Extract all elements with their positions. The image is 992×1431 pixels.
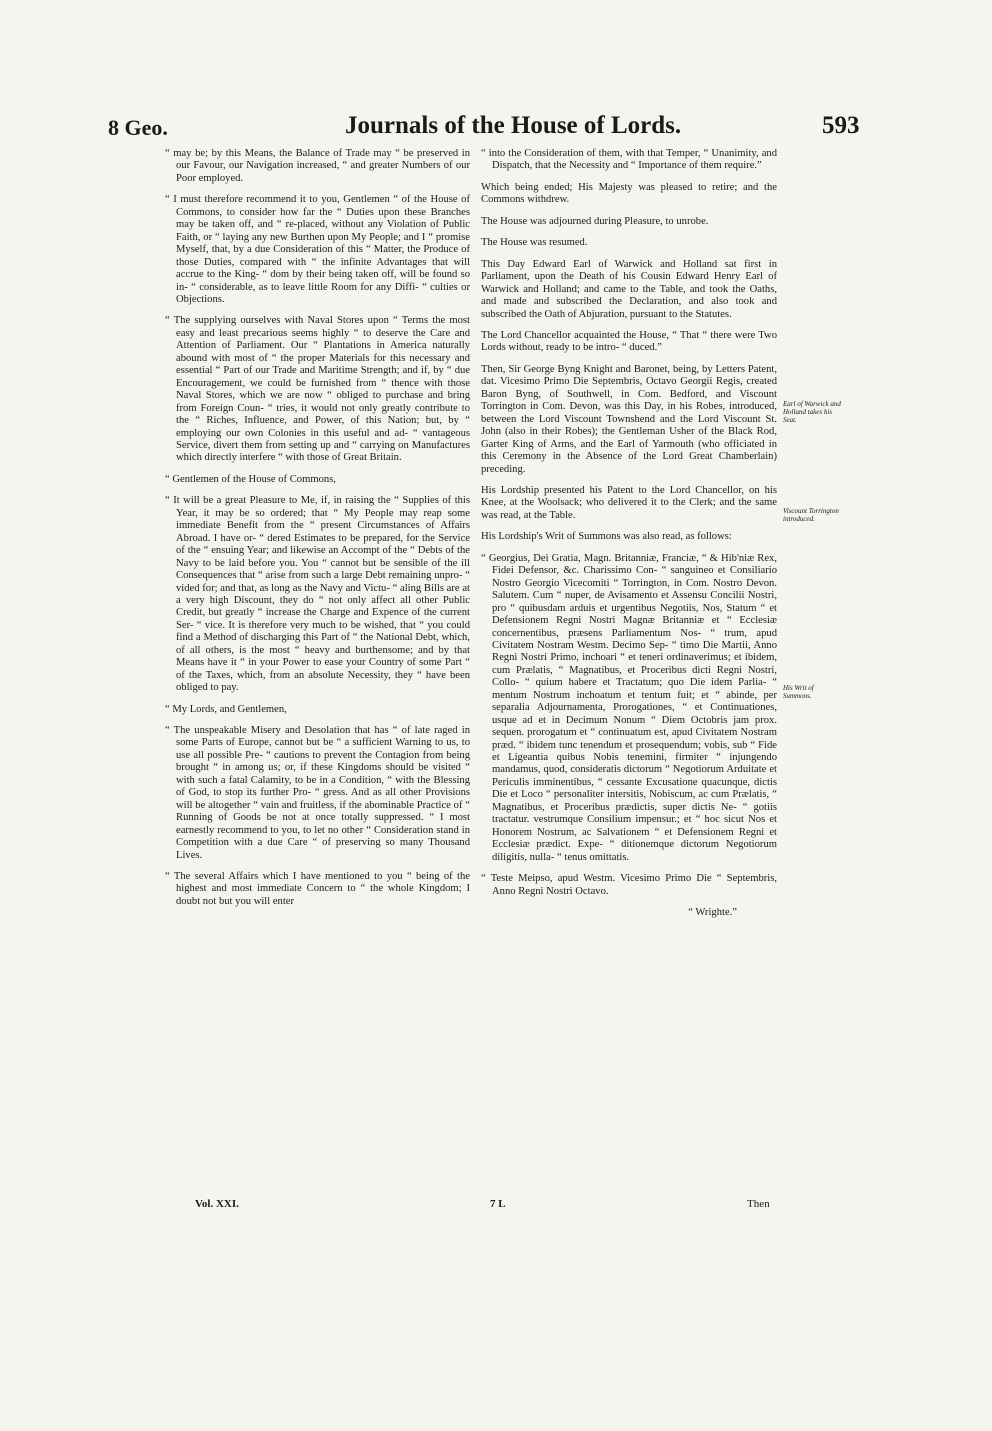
paragraph: The House was adjourned during Pleasure, to unrobe.	[481, 215, 709, 227]
paragraph: “ The several Affairs which I have mentioned to you “ being of the highest and most immediate Concern to “ the whole Kingdom; I doubt not but you will enter	[165, 871, 470, 907]
page-number: 593	[822, 112, 860, 139]
signature-mark: 7 L	[490, 1198, 506, 1210]
paragraph: “ may be; by this Means, the Balance of Trade may “ be preserved in our Favour, our Navigation increased, “ and greater Numbers of our Poor employed.	[165, 148, 470, 184]
paragraph: Then, Sir George Byng Knight and Baronet, being, by Letters Patent, dat. Vicesimo Primo Die Septembris, Octavo Georgii Regis, created Baron Byng, of Southwell, in Com. Bedford, and Viscount Torrington in Com. Devon, was this Day, in his Robes, introduced, between the Lord Viscount Townshend and the Lord Viscount St. John (also in their Robes); the Gentleman Usher of the Black Rod, Garter King of Arms, and the Earl of Yarmouth (who officiated in this Ceremony in the Absence of the Lord Great Chamberlain) preceding.	[481, 363, 777, 475]
paragraph: Which being ended; His Majesty was pleased to retire; and the Commons withdrew.	[481, 181, 777, 206]
margin-note: Viscount Torrington introduced.	[783, 507, 839, 523]
paragraph: “ into the Consideration of them, with that Temper, “ Unanimity, and Dispatch, that the Necessity and “ Importance of them require.”	[481, 148, 777, 172]
paragraph: This Day Edward Earl of Warwick and Holland sat first in Parliament, upon the Death of his Cousin Edward Henry Earl of Warwick and Holland; and came to the Table, and took the Oaths, and made and subscribed the Declaration, and also took and subscribed the Oath of Abjuration, pursuant to the Statutes.	[481, 258, 777, 320]
paragraph: “ The unspeakable Misery and Desolation that has “ of late raged in some Parts of Europe, cannot but be “ a sufficient Warning to us, to use all possible Pre- “ cautions to prevent the Contagion from being brought “ in among us; or, if these Kingdoms should be visited “ with such a fatal Calamity, to be in a Condition, “ with the Blessing of God, to stop its further Pro- “ gress. And as all other Provisions will be altogether “ vain and fruitless, if the abominable Practice of “ Running of Goods be not at once totally suppressed. “ I most earnestly recommend to you, to let no other “ Consideration stand in Competition with a due Care “ of preserving so many Thousand Lives.	[165, 725, 470, 861]
margin-note: His Writ of Summons.	[783, 684, 814, 700]
running-head-reign: 8 Geo.	[108, 115, 168, 140]
writ-signature: “ Wrighte.”	[688, 907, 737, 919]
running-head-title: Journals of the House of Lords.	[345, 112, 682, 139]
section-heading: “ Gentlemen of the House of Commons,	[165, 473, 336, 485]
catchword: Then	[747, 1198, 770, 1210]
paragraph: “ I must therefore recommend it to you, Gentlemen “ of the House of Commons, to consider how far the “ Duties upon these Branches may be taken off, and “ re-placed, without any Violation of Public Faith, or “ laying any new Burthen upon My People; and I “ promise Myself, that, by a due Consideration of this “ Matter, the Produce of those Duties, compared with “ the infinite Advantages that will accrue to the King- “ dom by their being taken off, will be found so in- “ considerable, as to leave little Room for any Diffi- “ culties or Objections.	[165, 194, 470, 305]
paragraph: The Lord Chancellor acquainted the House, “ That “ there were Two Lords without, ready to be intro- “ duced.”	[481, 329, 777, 354]
volume-number: Vol. XXI.	[195, 1198, 239, 1210]
writ-attestation: “ Teste Meipso, apud Westm. Vicesimo Primo Die “ Septembris, Anno Regni Nostri Octavo.	[481, 873, 777, 897]
paragraph: The House was resumed.	[481, 237, 588, 249]
paragraph: “ It will be a great Pleasure to Me, if, in raising the “ Supplies of this Year, it may be so ordered; that “ My People may reap some immediate Benefit from the “ present Circumstances of Affairs Abroad. I have or- “ dered Estimates to be prepared, for the Service of the “ ensuing Year; and likewise an Accompt of the “ Debts of the Navy to be laid before you. You “ cannot but be sensible of the ill Consequences that “ arise from such a large Debt remaining unpro- “ vided for; and that, as long as the Navy and Victu- “ aling Bills are at a very high Discount, they do “ not only affect all other Public Credit, but greatly “ increase the Charge and Expence of the current Ser- “ vice. It is therefore very much to be wished, that “ you could find a Method of discharging this Part of “ the National Debt, which, of all others, is the most “ heavy and burthensome; and by that Means have it “ in your Power to ease your Country of some Part “ of the Taxes, which, from an absolute Necessity, they “ have been obliged to pay.	[165, 495, 470, 694]
paragraph: “ The supplying ourselves with Naval Stores upon “ Terms the most easy and least precarious seems highly “ to deserve the Care and Attention of Parliament. Our “ Plantations in America naturally abound with most of “ the proper Materials for this necessary and essential “ Part of our Trade and Maritime Strength; and if, by “ due Encouragement, we could be furnished from “ thence with those Naval Stores, which we are now “ obliged to purchase and bring from Foreign Coun- “ tries, it would not only greatly contribute to the “ Riches, Influence, and Power, of this Nation; but, by “ employing our own Colonies in this useful and ad- “ vantageous Service, divert them from setting up and “ carrying on Manufactures which directly interfere “ with those of Great Britain.	[165, 315, 470, 464]
paragraph: His Lordship presented his Patent to the Lord Chancellor, on his Knee, at the Woolsack; who delivered it to the Clerk; and the same was read, at the Table.	[481, 484, 777, 521]
margin-note: Earl of Warwick and Holland takes his Seat.	[783, 400, 841, 424]
paragraph: His Lordship's Writ of Summons was also read, as follows:	[481, 531, 732, 543]
right-column	[481, 148, 777, 928]
section-heading: “ My Lords, and Gentlemen,	[165, 703, 287, 715]
left-column	[165, 148, 470, 917]
writ-text: “ Georgius, Dei Gratia, Magn. Britanniæ, Franciæ, “ & Hib'niæ Rex, Fidei Defensor, &c. Charissimo Con- “ sanguineo et Consiliario Nostro Georgio Vicecomiti “ Torrington, in Com. Nostro Devon. Salutem. Cum “ nuper, de Avisamento et Assensu Concilii Nostri, pro “ quibusdam arduis et urgentibus Negotiis, Nos, Statum “ et Defensionem Regni Nostri Magnæ Britanniæ et “ Ecclesiæ concernentibus, præsens Parliamentum Nos- “ trum, apud Civitatem Nostram Westm. Decimo Sep- “ timo Die Martii, Anno Regni Nostri Primo, inchoari “ et teneri ordinaverimus; et ibidem, cum Prælatis, “ Magnatibus, et Proceribus dicti Regni Nostri, Collo- “ quium habere et Tractatum; quo Die idem Parlia- “ mentum Nostrum inchoatum et tentum fuit; et “ abinde, per separalia Adjournamenta, Prorogationes, “ et Continuationes, usque ad et in Decimum Nonum “ Diem Octobris jam prox. sequen. prorogatum et “ continuatum est, apud Civitatem Nostram præd. “ ibidem tunc tenendum et prosequendum; vobis, sub “ Fide et Ligeantia quibus Nobis tenemini, firmiter “ injungendo mandamus, quod, consideratis dictorum “ Negotiorum Arduitate et Periculis imminentibus, “ cessante Excusatione quacunque, dictis Die et Loco “ personaliter intersitis, Nobiscum, ac cum Prælatis, “ Magnatibus, et Proceribus prædictis, super dictis Ne- “ gotiis tractatur. vestrumque Consilium impensur.; et “ hoc sicut Nos et Honorem Nostrum, ac Salvationem “ et Defensionem Regni et Ecclesiæ prædict. Expe- “ ditionemque dictorum Negotiorum diligitis, nulla- “ tenus omittatis.	[481, 552, 777, 863]
